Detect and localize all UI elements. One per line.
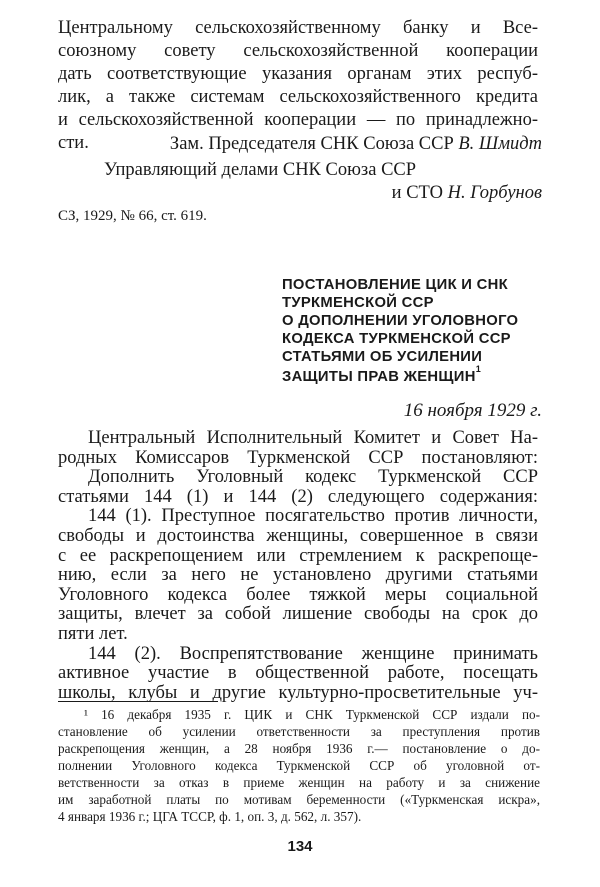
signature-name: Н. Горбунов bbox=[447, 183, 542, 203]
footnote-line: раскрепощения женщин, а 28 ноября 1936 г.— постановление о до- bbox=[58, 741, 540, 756]
paragraph-line: дать соответствующие указания органам этих респуб- bbox=[58, 64, 538, 84]
footnote-line: 4 января 1936 г.; ЦГА ТССР, ф. 1, оп. 3, д. 562, л. 357). bbox=[58, 809, 362, 824]
footnote-line: ¹ 16 декабря 1935 г. ЦИК и СНК Туркменской ССР издали по- bbox=[84, 707, 540, 722]
paragraph-line: союзному совету сельскохозяйственной кооперации bbox=[58, 41, 538, 61]
heading-line bbox=[282, 364, 482, 385]
text-line: свободы и достоинства женщины, совершенное в связи bbox=[58, 526, 538, 546]
paragraph-line: сти. bbox=[58, 133, 89, 153]
heading-line: ПОСТАНОВЛЕНИЕ ЦИК И СНК bbox=[282, 277, 508, 293]
paragraph-line: Центральному сельскохозяйственному банку и Все- bbox=[58, 18, 538, 38]
footnote-line: становление об усилении ответственности за преступления против bbox=[58, 724, 540, 739]
text-line: 144 (2). Воспрепятствование женщине принимать bbox=[88, 643, 538, 664]
paragraph-line: лик, а также системам сельскохозяйственного кредита bbox=[58, 87, 538, 107]
text-line: нию, если за него не установлено другими статьями bbox=[58, 565, 538, 586]
heading-line-text: ЗАЩИТЫ ПРАВ ЖЕНЩИН bbox=[282, 368, 476, 385]
text-line: статьями 144 (1) и 144 (2) следующего содержания: bbox=[58, 486, 538, 507]
text-line: защиты, влечет за собой лишение свободы на срок до bbox=[58, 604, 538, 625]
footnote-line: полнении Уголовного кодекса Туркменской ССР об уголовной от- bbox=[58, 758, 540, 773]
footnote-line: ветственности за отказ в приеме женщин на работу и за снижение bbox=[58, 775, 540, 790]
signature-line bbox=[392, 183, 542, 204]
text-line: школы, клубы и другие культурно-просветительные уч- bbox=[58, 682, 538, 703]
footnote-line: им заработной платы по мотивам беременности («Туркменская искра», bbox=[58, 792, 540, 807]
text-line: Дополнить Уголовный кодекс Туркменской ССР bbox=[88, 467, 538, 488]
footnote-divider bbox=[58, 701, 218, 702]
text-line: с ее раскрепощением или стремлением к раскрепоще- bbox=[58, 545, 538, 566]
text-line: 144 (1). Преступное посягательство против личности, bbox=[88, 506, 538, 527]
document-date: 16 ноября 1929 г. bbox=[403, 400, 542, 421]
signature-line: Управляющий делами СНК Союза ССР bbox=[104, 160, 417, 180]
signature-name: В. Шмидт bbox=[458, 134, 542, 154]
footnote-marker: 1 bbox=[475, 364, 482, 374]
page-number: 134 bbox=[287, 838, 313, 855]
text-line: активное участие в общественной работе, посещать bbox=[58, 663, 538, 684]
text-line: родных Комиссаров Туркменской ССР постановляют: bbox=[58, 447, 538, 468]
signature-title: и СТО bbox=[391, 183, 443, 203]
text-line: Уголовного кодекса более тяжкой меры социальной bbox=[58, 584, 538, 605]
signature-line bbox=[170, 134, 542, 155]
source-reference: СЗ, 1929, № 66, ст. 619. bbox=[58, 208, 207, 224]
paragraph-line: и сельскохозяйственной кооперации — по принадлежно- bbox=[58, 110, 538, 130]
heading-line: КОДЕКСА ТУРКМЕНСКОЙ ССР bbox=[282, 331, 511, 347]
heading-line: СТАТЬЯМИ ОБ УСИЛЕНИИ bbox=[282, 349, 483, 365]
text-line: Центральный Исполнительный Комитет и Совет На- bbox=[88, 428, 538, 448]
text-line: пяти лет. bbox=[58, 624, 128, 644]
heading-line: ТУРКМЕНСКОЙ ССР bbox=[282, 295, 434, 311]
signature-title: Зам. Председателя СНК Союза ССР bbox=[169, 134, 454, 154]
heading-line: О ДОПОЛНЕНИИ УГОЛОВНОГО bbox=[282, 313, 519, 329]
